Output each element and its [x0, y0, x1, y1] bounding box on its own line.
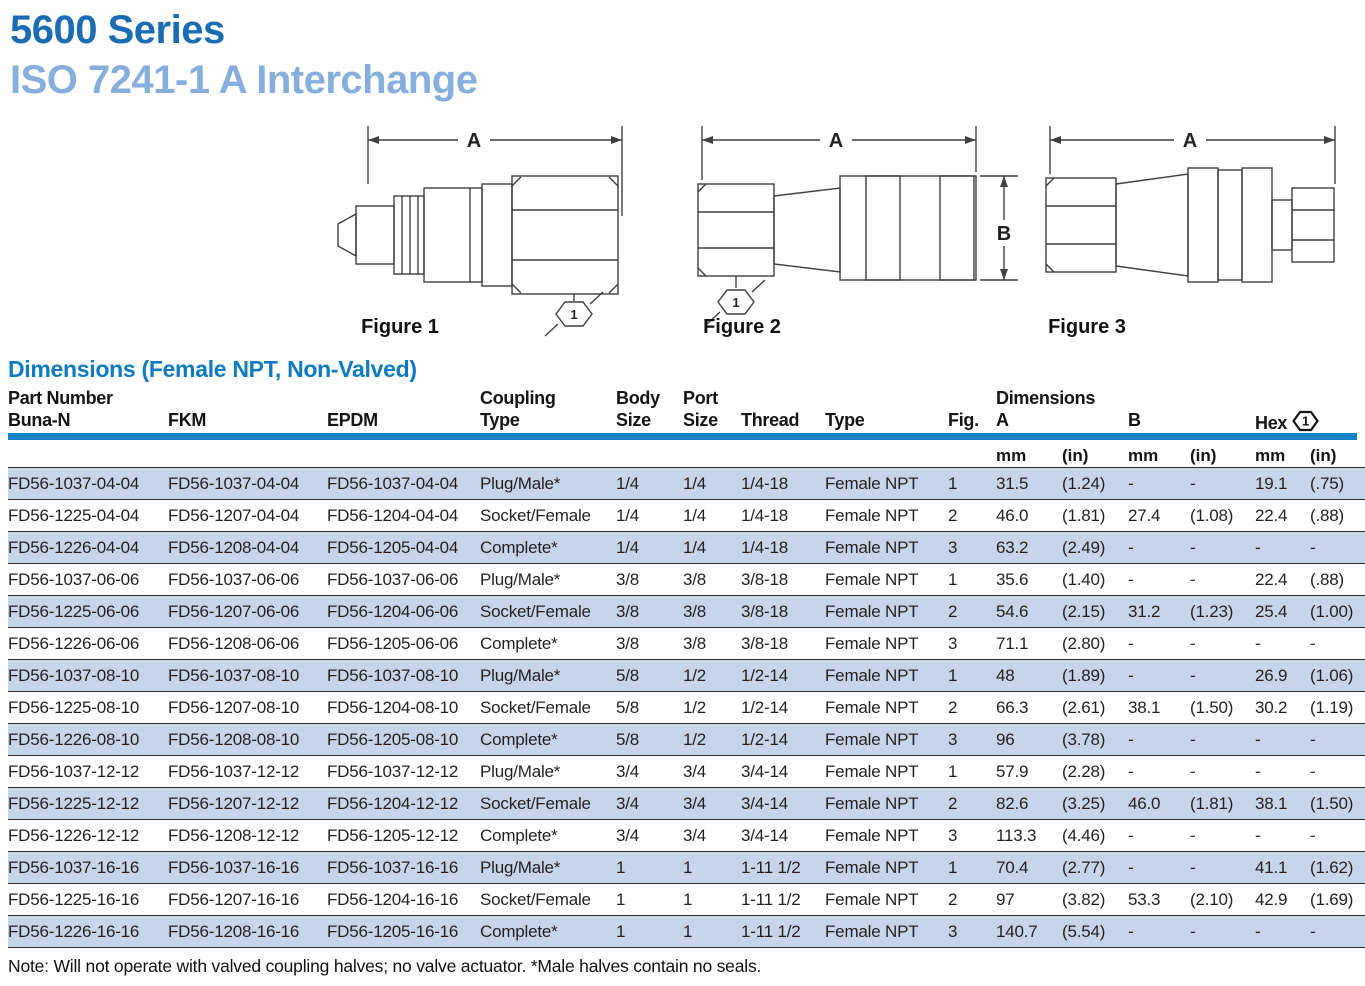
table-cell: Female NPT — [825, 537, 919, 557]
table-cell: Socket/Female — [480, 601, 591, 621]
table-cell: FD56-1207-08-10 — [168, 697, 300, 717]
table-cell: 3/8-18 — [741, 601, 789, 621]
table-cell: FD56-1037-16-16 — [8, 857, 140, 877]
table-cell: FD56-1208-16-16 — [168, 921, 300, 941]
col-header-body: Body — [616, 388, 660, 408]
table-cell: 3/4 — [683, 761, 707, 781]
table-cell: - — [1128, 729, 1134, 749]
table-cell: 3/4 — [616, 793, 640, 813]
table-cell: 3/8 — [683, 633, 707, 653]
table-cell: 3/4 — [683, 793, 707, 813]
header-rule — [8, 433, 1357, 440]
table-cell: 1 — [948, 857, 958, 877]
table-cell: (2.15) — [1062, 601, 1106, 621]
table-cell: FD56-1205-04-04 — [327, 537, 459, 557]
table-cell: 1-11 1/2 — [741, 921, 801, 941]
table-cell: Female NPT — [825, 665, 919, 685]
table-cell: FD56-1037-12-12 — [8, 761, 140, 781]
unit-a-mm: mm — [996, 446, 1027, 465]
table-cell: (1.24) — [1062, 473, 1106, 493]
table-cell: - — [1190, 665, 1196, 685]
table-cell: FD56-1205-16-16 — [327, 921, 459, 941]
table-cell: (1.08) — [1190, 505, 1234, 525]
table-cell: FD56-1225-08-10 — [8, 697, 140, 717]
table-cell: - — [1190, 857, 1196, 877]
table-cell: FD56-1226-12-12 — [8, 825, 140, 845]
table-cell: Socket/Female — [480, 793, 591, 813]
table-cell: (4.46) — [1062, 825, 1106, 845]
table-cell: 38.1 — [1128, 697, 1161, 717]
table-cell: Female NPT — [825, 857, 919, 877]
col-header-part-number: Part Number — [8, 388, 113, 408]
table-cell: FD56-1225-06-06 — [8, 601, 140, 621]
col-header-dim-b: B — [1128, 410, 1141, 430]
table-cell: 3/8 — [616, 569, 640, 589]
unit-b-mm: mm — [1128, 446, 1159, 465]
table-cell: Complete* — [480, 825, 558, 845]
table-cell: - — [1190, 761, 1196, 781]
dim-a — [702, 126, 976, 180]
table-cell: Plug/Male* — [480, 569, 561, 589]
table-cell: (.88) — [1310, 569, 1344, 589]
hex-label: Hex — [1255, 413, 1288, 433]
table-cell: Plug/Male* — [480, 857, 561, 877]
table-cell: (2.49) — [1062, 537, 1106, 557]
table-cell: 54.6 — [996, 601, 1029, 621]
table-cell: Complete* — [480, 729, 558, 749]
table-cell: Female NPT — [825, 793, 919, 813]
table-cell: 53.3 — [1128, 889, 1161, 909]
unit-a-in: (in) — [1062, 446, 1089, 465]
table-cell: 3/8 — [683, 601, 707, 621]
table-cell: (1.62) — [1310, 857, 1354, 877]
table-cell: FD56-1037-06-06 — [168, 569, 300, 589]
table-cell: - — [1190, 633, 1196, 653]
table-cell: Plug/Male* — [480, 761, 561, 781]
table-cell: 1/4 — [616, 537, 640, 557]
table-cell: 25.4 — [1255, 601, 1288, 621]
dim-b-label: B — [996, 223, 1012, 245]
table-row — [8, 788, 1365, 820]
table-row — [8, 852, 1365, 884]
table-cell: Female NPT — [825, 473, 919, 493]
table-cell: FD56-1225-12-12 — [8, 793, 140, 813]
table-cell: - — [1128, 761, 1134, 781]
table-cell: FD56-1037-06-06 — [327, 569, 459, 589]
unit-hex-mm: mm — [1255, 446, 1286, 465]
table-cell: 1/4-18 — [741, 505, 789, 525]
table-cell: 3/4 — [616, 825, 640, 845]
table-cell: 42.9 — [1255, 889, 1288, 909]
table-cell: (2.77) — [1062, 857, 1106, 877]
table-cell: 3/8 — [616, 633, 640, 653]
table-cell: 1 — [683, 857, 693, 877]
table-cell: 113.3 — [996, 825, 1037, 845]
table-cell: FD56-1205-06-06 — [327, 633, 459, 653]
page-title: 5600 Series — [10, 8, 225, 52]
table-cell: (3.25) — [1062, 793, 1106, 813]
callout-number: 1 — [732, 295, 740, 310]
table-cell: 22.4 — [1255, 505, 1288, 525]
table-cell: FD56-1207-12-12 — [168, 793, 300, 813]
table-cell: 26.9 — [1255, 665, 1288, 685]
table-cell: 3/8 — [683, 569, 707, 589]
table-row — [8, 628, 1365, 660]
dim-a — [368, 126, 622, 216]
dimensions-table-body — [8, 468, 1365, 948]
table-cell: 2 — [948, 505, 958, 525]
table-row — [8, 468, 1365, 500]
table-cell: - — [1255, 729, 1261, 749]
table-cell: - — [1190, 473, 1196, 493]
table-cell: 2 — [948, 793, 958, 813]
table-row — [8, 820, 1365, 852]
table-cell: (3.82) — [1062, 889, 1106, 909]
dim-a-label: A — [466, 130, 482, 152]
table-cell: FD56-1037-08-10 — [8, 665, 140, 685]
table-cell: FD56-1204-08-10 — [327, 697, 459, 717]
table-cell: Plug/Male* — [480, 473, 561, 493]
table-cell: FD56-1037-04-04 — [8, 473, 140, 493]
table-cell: (1.50) — [1190, 697, 1234, 717]
table-row — [8, 884, 1365, 916]
table-cell: FD56-1226-04-04 — [8, 537, 140, 557]
table-cell: 1/2-14 — [741, 729, 789, 749]
table-cell: - — [1128, 537, 1134, 557]
table-cell: FD56-1208-04-04 — [168, 537, 300, 557]
table-cell: FD56-1208-12-12 — [168, 825, 300, 845]
table-cell: (2.61) — [1062, 697, 1106, 717]
table-cell: FD56-1225-16-16 — [8, 889, 140, 909]
table-cell: - — [1128, 473, 1134, 493]
table-cell: 1/2 — [683, 697, 707, 717]
table-cell: 82.6 — [996, 793, 1029, 813]
table-cell: FD56-1207-06-06 — [168, 601, 300, 621]
table-cell: 1/4 — [616, 473, 640, 493]
table-cell: FD56-1205-12-12 — [327, 825, 459, 845]
table-cell: 1 — [616, 857, 626, 877]
table-cell: - — [1190, 729, 1196, 749]
table-row — [8, 916, 1365, 948]
table-cell: - — [1190, 569, 1196, 589]
table-cell: - — [1190, 921, 1196, 941]
table-cell: 2 — [948, 889, 958, 909]
figure-3-drawing — [1038, 120, 1353, 312]
table-cell: - — [1128, 633, 1134, 653]
table-cell: 1 — [948, 569, 958, 589]
table-cell: 97 — [996, 889, 1015, 909]
table-cell: 5/8 — [616, 697, 640, 717]
table-cell: 1/4 — [616, 505, 640, 525]
table-cell: 46.0 — [996, 505, 1029, 525]
table-cell: FD56-1037-16-16 — [327, 857, 459, 877]
table-cell: (1.89) — [1062, 665, 1106, 685]
table-cell: (1.40) — [1062, 569, 1106, 589]
table-cell: 31.5 — [996, 473, 1029, 493]
col-header-body-size: Size — [616, 410, 651, 430]
table-cell: FD56-1208-08-10 — [168, 729, 300, 749]
table-cell: (2.80) — [1062, 633, 1106, 653]
col-header-type: Type — [825, 410, 865, 430]
table-row — [8, 724, 1365, 756]
table-cell: 3 — [948, 537, 958, 557]
table-cell: Female NPT — [825, 921, 919, 941]
table-cell: - — [1310, 921, 1316, 941]
table-cell: FD56-1204-06-06 — [327, 601, 459, 621]
table-cell: - — [1128, 857, 1134, 877]
table-cell: (2.10) — [1190, 889, 1234, 909]
table-row — [8, 500, 1365, 532]
col-header-buna-n: Buna-N — [8, 410, 71, 430]
table-cell: 70.4 — [996, 857, 1029, 877]
table-cell: (1.19) — [1310, 697, 1354, 717]
table-cell: Female NPT — [825, 505, 919, 525]
table-cell: 5/8 — [616, 729, 640, 749]
table-cell: Complete* — [480, 633, 558, 653]
table-cell: Socket/Female — [480, 505, 591, 525]
table-cell: 1/4 — [683, 537, 707, 557]
table-cell: 5/8 — [616, 665, 640, 685]
col-header-dim-a: A — [996, 410, 1009, 430]
table-cell: FD56-1226-06-06 — [8, 633, 140, 653]
table-row — [8, 756, 1365, 788]
footnote: Note: Will not operate with valved coupling halves; no valve actuator. *Male halves contain no seals. — [8, 956, 762, 976]
table-cell: - — [1128, 825, 1134, 845]
table-cell: (1.81) — [1062, 505, 1106, 525]
table-cell: - — [1255, 537, 1261, 557]
table-cell: 46.0 — [1128, 793, 1161, 813]
table-cell: Plug/Male* — [480, 665, 561, 685]
table-cell: Female NPT — [825, 889, 919, 909]
dim-a-label: A — [1182, 130, 1198, 152]
table-cell: 31.2 — [1128, 601, 1161, 621]
table-cell: 3 — [948, 729, 958, 749]
table-cell: - — [1255, 633, 1261, 653]
table-cell: FD56-1037-04-04 — [327, 473, 459, 493]
table-cell: 3 — [948, 633, 958, 653]
section-title: Dimensions (Female NPT, Non-Valved) — [8, 356, 417, 382]
table-cell: (3.78) — [1062, 729, 1106, 749]
table-cell: Socket/Female — [480, 697, 591, 717]
table-cell: (1.00) — [1310, 601, 1354, 621]
table-cell: - — [1310, 761, 1316, 781]
table-cell: Female NPT — [825, 697, 919, 717]
col-header-coupling: Coupling — [480, 388, 556, 408]
table-cell: - — [1128, 665, 1134, 685]
figure-2-caption: Figure 2 — [703, 316, 781, 338]
table-cell: 3/4-14 — [741, 761, 789, 781]
table-cell: Female NPT — [825, 601, 919, 621]
table-cell: 1/2-14 — [741, 665, 789, 685]
coupling-outline — [338, 176, 618, 294]
table-row — [8, 532, 1365, 564]
table-cell: (1.06) — [1310, 665, 1354, 685]
table-cell: (2.28) — [1062, 761, 1106, 781]
table-cell: - — [1310, 633, 1316, 653]
table-cell: 1/2-14 — [741, 697, 789, 717]
table-cell: 22.4 — [1255, 569, 1288, 589]
table-cell: 66.3 — [996, 697, 1029, 717]
table-cell: - — [1255, 825, 1261, 845]
table-cell: 1 — [616, 889, 626, 909]
table-cell: 3/8-18 — [741, 633, 789, 653]
callout-number: 1 — [570, 307, 578, 322]
col-header-coupling-type: Type — [480, 410, 520, 430]
table-cell: 19.1 — [1255, 473, 1288, 493]
table-cell: 3/8-18 — [741, 569, 789, 589]
table-cell: (.88) — [1310, 505, 1344, 525]
table-cell: FD56-1204-16-16 — [327, 889, 459, 909]
col-header-fkm: FKM — [168, 410, 207, 430]
table-cell: 1 — [948, 761, 958, 781]
table-cell: 3/4 — [616, 761, 640, 781]
col-header-port-size: Size — [683, 410, 718, 430]
table-cell: 57.9 — [996, 761, 1029, 781]
dim-a-label: A — [828, 130, 844, 152]
table-cell: Socket/Female — [480, 889, 591, 909]
table-cell: 140.7 — [996, 921, 1038, 941]
table-cell: - — [1310, 729, 1316, 749]
table-cell: 2 — [948, 697, 958, 717]
table-cell: FD56-1204-04-04 — [327, 505, 459, 525]
table-row — [8, 596, 1365, 628]
table-cell: (5.54) — [1062, 921, 1106, 941]
table-cell: 27.4 — [1128, 505, 1161, 525]
table-cell: 3/4 — [683, 825, 707, 845]
table-cell: 96 — [996, 729, 1015, 749]
table-cell: 1/4-18 — [741, 473, 789, 493]
col-header-epdm: EPDM — [327, 410, 378, 430]
table-cell: - — [1255, 761, 1261, 781]
table-cell: Complete* — [480, 921, 558, 941]
table-cell: - — [1310, 537, 1316, 557]
col-header-thread: Thread — [741, 410, 800, 430]
figure-1-caption: Figure 1 — [361, 316, 439, 338]
table-cell: FD56-1226-08-10 — [8, 729, 140, 749]
hex-callout-icon — [545, 292, 603, 336]
table-cell: 1/4-18 — [741, 537, 789, 557]
coupling-outline — [698, 176, 976, 280]
table-cell: 30.2 — [1255, 697, 1288, 717]
col-header-port: Port — [683, 388, 718, 408]
figure-1-drawing — [322, 120, 642, 322]
table-cell: - — [1128, 921, 1134, 941]
table-cell: (.75) — [1310, 473, 1344, 493]
table-cell: FD56-1037-06-06 — [8, 569, 140, 589]
table-cell: (1.81) — [1190, 793, 1234, 813]
dim-a — [1050, 126, 1335, 184]
table-cell: 3/4-14 — [741, 825, 789, 845]
unit-b-in: (in) — [1190, 446, 1217, 465]
table-cell: 1/4 — [683, 505, 707, 525]
table-cell: - — [1190, 537, 1196, 557]
table-cell: FD56-1226-16-16 — [8, 921, 140, 941]
table-cell: Female NPT — [825, 633, 919, 653]
table-cell: 3/8 — [616, 601, 640, 621]
table-cell: 1/2 — [683, 729, 707, 749]
table-cell: 3/4-14 — [741, 793, 789, 813]
table-cell: 1 — [948, 665, 958, 685]
table-cell: Female NPT — [825, 825, 919, 845]
table-cell: 1 — [616, 921, 626, 941]
table-cell: 3 — [948, 825, 958, 845]
table-cell: FD56-1225-04-04 — [8, 505, 140, 525]
table-cell: 1-11 1/2 — [741, 857, 801, 877]
table-cell: 1 — [683, 889, 693, 909]
table-cell: (1.69) — [1310, 889, 1354, 909]
table-cell: 71.1 — [996, 633, 1029, 653]
table-cell: 1 — [948, 473, 958, 493]
table-cell: FD56-1037-08-10 — [168, 665, 300, 685]
page-subtitle: ISO 7241-1 A Interchange — [10, 58, 478, 102]
table-cell: - — [1128, 569, 1134, 589]
table-cell: 38.1 — [1255, 793, 1288, 813]
table-cell: Female NPT — [825, 729, 919, 749]
table-row — [8, 660, 1365, 692]
table-cell: Female NPT — [825, 569, 919, 589]
table-cell: FD56-1204-12-12 — [327, 793, 459, 813]
table-cell: 63.2 — [996, 537, 1029, 557]
coupling-outline — [1046, 168, 1334, 282]
table-cell: FD56-1037-04-04 — [168, 473, 300, 493]
table-cell: 35.6 — [996, 569, 1029, 589]
table-cell: 2 — [948, 601, 958, 621]
table-row — [8, 564, 1365, 596]
table-cell: (1.23) — [1190, 601, 1234, 621]
table-cell: 1 — [683, 921, 693, 941]
table-cell: (1.50) — [1310, 793, 1354, 813]
dimensions-table — [8, 467, 1365, 948]
table-cell: - — [1310, 825, 1316, 845]
table-cell: 48 — [996, 665, 1015, 685]
col-header-fig: Fig. — [948, 410, 979, 430]
table-cell: 41.1 — [1255, 857, 1288, 877]
table-cell: FD56-1207-04-04 — [168, 505, 300, 525]
table-cell: FD56-1207-16-16 — [168, 889, 300, 909]
table-cell: 3 — [948, 921, 958, 941]
table-cell: FD56-1205-08-10 — [327, 729, 459, 749]
table-cell: FD56-1037-16-16 — [168, 857, 300, 877]
table-cell: FD56-1037-12-12 — [168, 761, 300, 781]
table-cell: 1-11 1/2 — [741, 889, 801, 909]
table-cell: Female NPT — [825, 761, 919, 781]
table-cell: FD56-1037-08-10 — [327, 665, 459, 685]
table-cell: 1/4 — [683, 473, 707, 493]
col-header-dimensions: Dimensions — [996, 388, 1096, 408]
unit-hex-in: (in) — [1310, 446, 1337, 465]
table-cell: 1/2 — [683, 665, 707, 685]
table-cell: - — [1190, 825, 1196, 845]
table-cell: Complete* — [480, 537, 558, 557]
dim-b — [980, 176, 1018, 280]
figure-2-drawing — [688, 120, 1023, 325]
figure-3-caption: Figure 3 — [1048, 316, 1126, 338]
table-cell: FD56-1037-12-12 — [327, 761, 459, 781]
hex-callout-number: 1 — [1302, 413, 1310, 429]
table-cell: - — [1255, 921, 1261, 941]
table-row — [8, 692, 1365, 724]
table-cell: FD56-1208-06-06 — [168, 633, 300, 653]
